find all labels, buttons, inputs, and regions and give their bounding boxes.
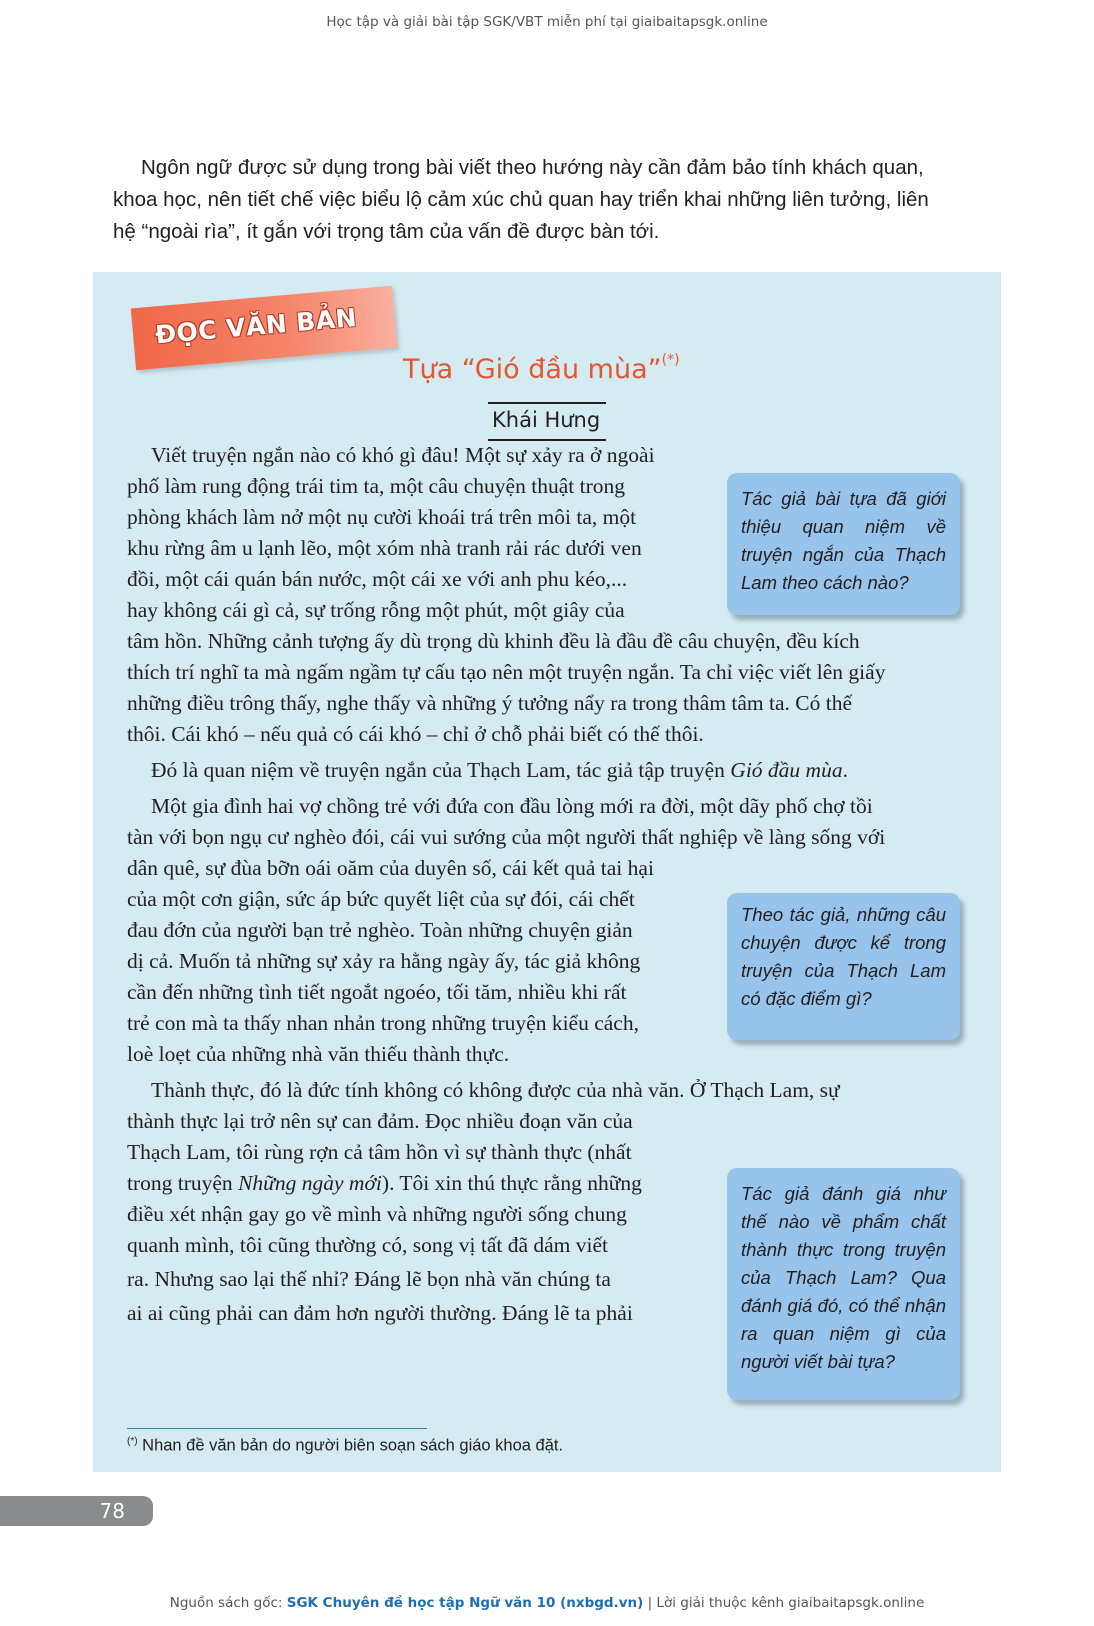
page-number-tab [0,1496,153,1526]
body-span: trong truyện [127,1171,239,1195]
body-line: ra. Nhưng sao lại thế nhỉ? Đáng lẽ bọn nhà văn chúng ta [127,1267,611,1291]
body-line: khu rừng âm u lạnh lẽo, một xóm nhà tranh rải rác dưới ven [127,536,642,560]
body-italic: Những ngày mới [238,1171,382,1195]
body-line: những điều trông thấy, nghe thấy và những ý tưởng nẩy ra trong thâm tâm ta. Có thế [127,691,853,715]
body-line: dị cả. Muốn tả những sự xảy ra hằng ngày ấy, tác giả không [127,949,641,973]
intro-paragraph [113,152,983,248]
footnote-mark: (*) [127,1436,138,1447]
body-line: cần đến những tình tiết ngoắt ngoéo, tối tăm, nhiều khi rất [127,980,627,1004]
source-link[interactable]: SGK Chuyên đề học tập Ngữ văn 10 (nxbgd.vn) [286,1595,644,1611]
footnote-text: Nhan đề văn bản do người biên soạn sách giáo khoa đặt. [137,1436,564,1455]
body-line: đồi, một cái quán bán nước, một cái xe với anh phu kéo,... [127,567,628,591]
question-box-1: Tác giả bài tựa đã giới thiệu quan niệm về truyện ngắn của Thạch Lam theo cách nào? [727,473,960,615]
body-line: Viết truyện ngắn nào có khó gì đâu! Một sự xảy ra ở ngoài [151,443,655,467]
text-title-label: Tựa “Gió đầu mùa” [403,354,662,385]
body-line: của một cơn giận, sức áp bức quyết liệt của sự đói, cái chết [127,887,635,911]
body-line: Thành thực, đó là đức tính không có không được của nhà văn. Ở Thạch Lam, sự [151,1078,840,1102]
body-line: phòng khách làm nở một nụ cười khoái trá trên môi ta, một [127,505,637,529]
body-line: trẻ con mà ta thấy nhan nhản trong những truyện kiểu cách, [127,1011,639,1035]
body-span: ). Tôi xin thú thực rằng những [381,1171,642,1195]
question-box-3: Tác giả đánh giá như thế nào về phẩm chất thành thực trong truyện của Thạch Lam? Qua đánh giá đó, có thể nhận ra quan niệm gì của người viết bài tựa? [727,1168,960,1400]
intro-line: hệ “ngoài rìa”, ít gắn với trọng tâm của vấn đề được bàn tới. [113,220,660,243]
footnote [127,1436,563,1456]
body-line: điều xét nhận gay go về mình và những người sống chung [127,1202,627,1226]
body-line: thôi. Cái khó – nếu quả có cái khó – chỉ ở chỗ phải biết có thế thôi. [127,722,704,746]
body-line: thành thực lại trở nên sự can đảm. Đọc nhiều đoạn văn của [127,1109,633,1133]
body-span: Đó là quan niệm về truyện ngắn của Thạch Lam, tác giả tập truyện [151,758,731,782]
body-line: đau đớn của người bạn trẻ nghèo. Toàn những chuyện giản [127,918,633,942]
body-line: ai ai cũng phải can đảm hơn người thường. Đáng lẽ ta phải [127,1301,633,1325]
section-tag-label: ĐỌC VĂN BẢN [153,302,359,350]
page-number: 78 [99,1499,125,1523]
bottom-source [0,1595,1094,1611]
body-line: Thạch Lam, tôi rùng rợn cả tâm hồn vì sự thành thực (nhất [127,1140,632,1164]
intro-line: khoa học, nên tiết chế việc biểu lộ cảm xúc chủ quan hay triển khai những liên tưởng, liên [113,188,929,211]
source-suffix: | Lời giải thuộc kênh giaibaitapsgk.online [643,1595,925,1611]
body-line [127,1171,642,1196]
footnote-rule [127,1428,427,1429]
body-italic: Gió đầu mùa [730,758,843,782]
author-rule-bottom [488,439,606,441]
body-span: . [842,758,848,782]
body-line: thích trí nghĩ ta mà ngấm ngầm tự cấu tạo nên một truyện ngắn. Ta chỉ việc viết lên giấy [127,660,886,684]
body-line: dân quê, sự đùa bỡn oái oăm của duyên số, cái kết quả tai hại [127,856,654,880]
body-line: quanh mình, tôi cũng thường có, song vị tất đã dám viết [127,1233,609,1257]
body-line: loè loẹt của những nhà văn thiếu thành thực. [127,1042,510,1066]
body-line: Một gia đình hai vợ chồng trẻ với đứa con đầu lòng mới ra đời, một dãy phố chợ tồi [151,794,873,818]
question-box-2: Theo tác giả, những câu chuyện được kể trong truyện của Thạch Lam có đặc điểm gì? [727,893,960,1040]
body-line: hay không cái gì cả, sự trống rỗng một phút, một giây của [127,598,625,622]
body-line: tâm hồn. Những cảnh tượng ấy dù trọng dù khinh đều là đầu đề câu chuyện, đều kích [127,629,860,653]
source-prefix: Nguồn sách gốc: [169,1595,287,1611]
body-line: tàn với bọn ngụ cư nghèo đói, cái vui sướng của một người thất nghiệp về làng sống với [127,825,886,849]
title-footnote-mark: (*) [661,352,680,368]
author-rule-top [488,402,606,404]
body-line: phố làm rung động trái tim ta, một câu chuyện thuật trong [127,474,625,498]
body-line [151,758,848,783]
top-banner: Học tập và giải bài tập SGK/VBT miễn phí tại giaibaitapsgk.online [326,14,768,30]
intro-line: Ngôn ngữ được sử dụng trong bài viết theo hướng này cần đảm bảo tính khách quan, [141,156,924,179]
text-title [403,352,680,385]
author-name: Khái Hưng [492,408,601,432]
